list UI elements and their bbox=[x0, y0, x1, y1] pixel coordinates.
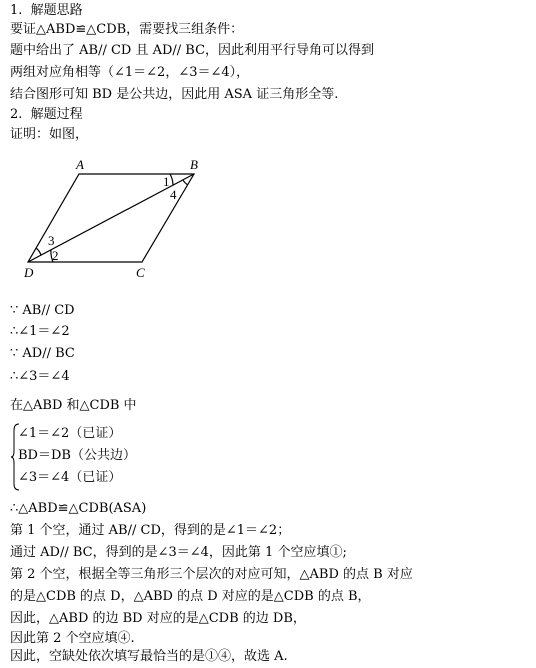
angle-2-label: 2 bbox=[52, 248, 59, 263]
explain-line-1: 第 1 个空，通过 AB// CD，得到的是∠1＝∠2； bbox=[10, 523, 291, 538]
proof-step-3: ∵ AD// BC bbox=[10, 346, 75, 361]
angle-1-arc bbox=[170, 174, 173, 185]
system-line-2: BD＝DB（公共边） bbox=[18, 448, 136, 463]
angle-4-label: 4 bbox=[170, 187, 177, 202]
proof-step-4: ∴∠3＝∠4 bbox=[10, 369, 70, 384]
section-1-heading: 1. 解题思路 bbox=[10, 3, 83, 18]
explain-line-5: 因此，△ABD 的边 BD 对应的是△CDB 的边 DB， bbox=[10, 611, 306, 626]
vertex-b-label: B bbox=[190, 157, 198, 172]
analysis-line-3: 两组对应角相等（∠1＝∠2，∠3＝∠4）， bbox=[10, 65, 250, 80]
vertex-a-label: A bbox=[76, 157, 84, 172]
vertex-d-label: D bbox=[24, 265, 34, 280]
explain-line-3: 第 2 个空，根据全等三角形三个层次的对应可知，△ABD 的点 B 对应 bbox=[10, 567, 413, 582]
system-line-3: ∠3＝∠4（已证） bbox=[18, 470, 122, 485]
parallelogram-figure bbox=[24, 152, 214, 282]
explain-line-7: 因此，空缺处依次填写最恰当的是①④，故选 A. bbox=[10, 649, 288, 664]
analysis-line-4: 结合图形可知 BD 是公共边，因此用 ASA 证三角形全等. bbox=[10, 87, 339, 102]
vertex-c-label: C bbox=[136, 265, 145, 280]
proof-step-5: 在△ABD 和△CDB 中 bbox=[10, 398, 137, 413]
proof-step-2: ∴∠1＝∠2 bbox=[10, 324, 70, 339]
angle-1-label: 1 bbox=[163, 174, 170, 189]
proof-step-1: ∵ AB// CD bbox=[10, 303, 75, 318]
angle-4-arc bbox=[183, 180, 188, 185]
analysis-line-1: 要证△ABD≌△CDB，需要找三组条件： bbox=[10, 22, 244, 37]
proof-conclusion: ∴△ABD≌△CDB(ASA) bbox=[10, 501, 147, 516]
explain-line-4: 的是△CDB 的点 D，△ABD 的点 D 对应的是△CDB 的点 B， bbox=[10, 589, 371, 604]
angle-3-arc bbox=[36, 248, 41, 255]
explain-line-2: 通过 AD// BC，得到的是∠3＝∠4，因此第 1 个空应填①; bbox=[10, 545, 347, 560]
angle-3-label: 3 bbox=[48, 233, 55, 248]
analysis-line-2: 题中给出了 AB// CD 且 AD// BC，因此利用平行导角可以得到 bbox=[10, 43, 375, 58]
explain-line-6: 因此第 2 个空应填④. bbox=[10, 631, 135, 646]
section-2-heading: 2. 解题过程 bbox=[10, 107, 83, 122]
proof-intro: 证明：如图， bbox=[10, 127, 89, 142]
system-line-1: ∠1＝∠2（已证） bbox=[18, 426, 122, 441]
